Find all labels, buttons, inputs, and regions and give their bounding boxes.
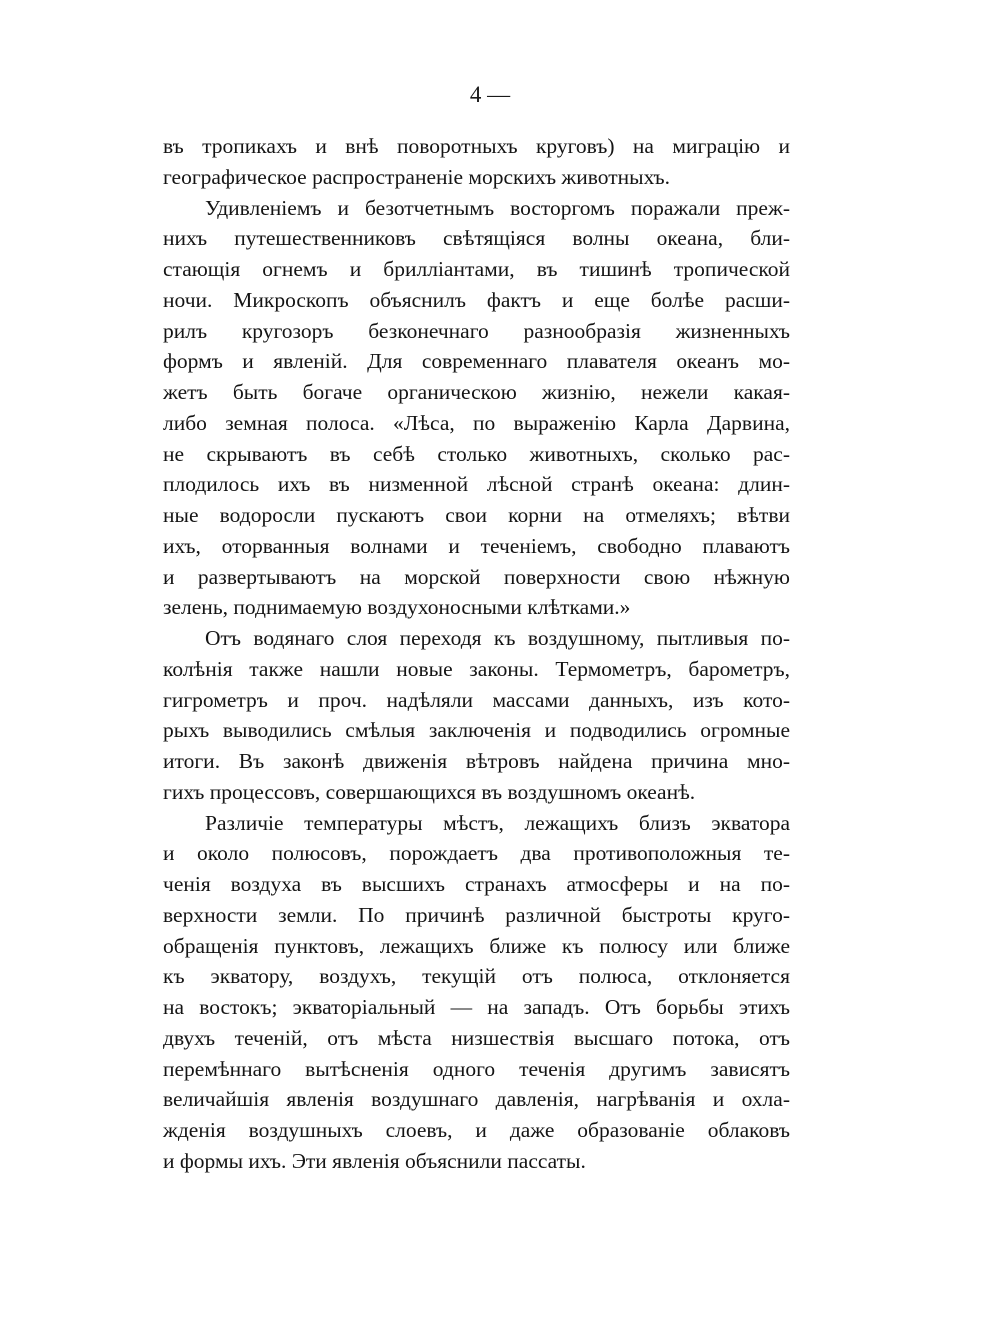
text-line: колѣнія также нашли новые законы. Термометръ, барометръ, xyxy=(163,656,790,681)
text-line: либо земная полоса. «Лѣса, по выраженію Карла Дарвина, xyxy=(163,410,790,435)
text-line: ночи. Микроскопъ объяснилъ фактъ и еще болѣе расши- xyxy=(163,287,790,312)
text-line: рыхъ выводились смѣлыя заключенія и подводились огромные xyxy=(163,718,790,743)
text-line: въ тропикахъ и внѣ поворотныхъ круговъ) на миграцію и xyxy=(163,134,790,158)
text-line: формъ и явленій. Для современнаго плавателя океанъ мо- xyxy=(163,349,790,374)
text-line: и развертываютъ на морской поверхности свою нѣжную xyxy=(163,564,790,589)
text-line: и формы ихъ. Эти явленія объяснили пассаты. xyxy=(163,1148,586,1173)
text-line: жденія воздушныхъ слоевъ, и даже образованіе облаковъ xyxy=(163,1118,790,1142)
text-line: рилъ кругозоръ безконечнаго разнообразія жизненныхъ xyxy=(163,318,790,343)
text-line: Отъ водянаго слоя переходя къ воздушному, пытливыя по- xyxy=(205,626,790,650)
text-line: плодилось ихъ въ низменной лѣсной странѣ океана: длин- xyxy=(163,472,790,497)
text-line: стающія огнемъ и бриллiантами, въ тишинѣ тропической xyxy=(163,257,790,281)
text-line: зелень, поднимаемую воздухоносными клѣтками.» xyxy=(163,595,631,620)
text-line: ченія воздуха въ высшихъ странахъ атмосферы и на по- xyxy=(163,872,790,896)
text-line: не скрываютъ въ себѣ столько животныхъ, сколько рас- xyxy=(163,441,790,466)
text-line: гигрометръ и проч. надѣляли массами данныхъ, изъ кото- xyxy=(163,687,790,712)
text-line: обращенія пунктовъ, лежащихъ ближе къ полюсу или ближе xyxy=(163,933,790,958)
text-line: верхности земли. По причинѣ различной быстроты круго- xyxy=(163,902,790,927)
text-line: Различіе температуры мѣстъ, лежащихъ близъ экватора xyxy=(205,810,790,835)
page-number: 4 — xyxy=(469,82,511,107)
text-line: на востокъ; экваторіальный — на западъ. Отъ борьбы этихъ xyxy=(163,995,790,1019)
text-line: величайшія явленія воздушнаго давленія, нагрѣванія и охла- xyxy=(163,1087,790,1112)
text-line: географическое распространеніе морскихъ животныхъ. xyxy=(163,164,671,189)
text-line: къ экватору, воздухъ, текущій отъ полюса, отклоняется xyxy=(163,964,790,989)
text-line: итоги. Въ законѣ движенія вѣтровъ найдена причина мно- xyxy=(163,749,790,773)
text-line: двухъ теченій, отъ мѣста низшествія высшаго потока, отъ xyxy=(163,1025,790,1050)
text-line: Удивленіемъ и безотчетнымъ восторгомъ поражали преж- xyxy=(205,195,790,220)
text-line: нихъ путешественниковъ свѣтящіяся волны океана, бли- xyxy=(163,226,790,251)
text-line: гихъ процессовъ, совершающихся въ воздушномъ океанѣ. xyxy=(163,779,696,804)
text-line: ихъ, оторванныя волнами и теченіемъ, свободно плаваютъ xyxy=(163,533,790,558)
text-line: и около полюсовъ, порождаетъ два противоположныя те- xyxy=(163,841,790,866)
text-line: перемѣннаго вытѣсненія одного теченія другимъ зависятъ xyxy=(163,1056,790,1081)
text-line: жетъ быть богаче органическою жизнію, нежели какая- xyxy=(163,380,790,404)
page-body-text xyxy=(163,131,790,1177)
text-line: ные водоросли пускаютъ свои корни на отмеляхъ; вѣтви xyxy=(163,503,790,527)
